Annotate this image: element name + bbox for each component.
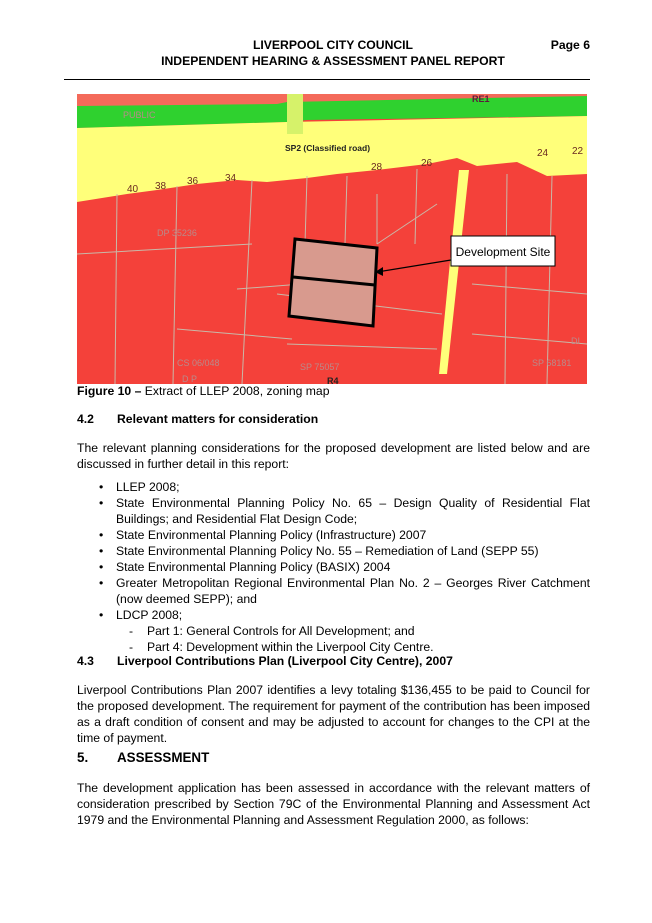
label-public: PUBLIC (123, 110, 156, 120)
list-item: • State Environmental Planning Policy (BASIX) 2004 (99, 560, 391, 574)
sub-list-item: - Part 4: Development within the Liverpool City Centre. (129, 640, 434, 654)
ldcp-sublist (116, 623, 590, 655)
list-item: • State Environmental Planning Policy (Infrastructure) 2007 (99, 528, 427, 542)
sub-list-item: - Part 1: General Controls for All Development; and (129, 624, 415, 638)
lot-label: 28 (371, 162, 383, 173)
label-di: DI (571, 336, 580, 346)
list-item: • State Environmental Planning Policy No. 65 – Design Quality of Residential Flat Buildings; and Residential Flat Design Code; (99, 496, 590, 526)
page-number: Page 6 (550, 38, 590, 52)
label-sp75057: SP 75057 (300, 362, 340, 372)
header-divider (64, 79, 590, 80)
label-re1: RE1 (472, 94, 490, 104)
section-4-2-heading (77, 412, 318, 426)
report-header (76, 37, 590, 69)
section-title: ASSESSMENT (117, 750, 210, 765)
zoning-map (77, 94, 587, 384)
lot-label: 38 (155, 181, 167, 192)
callout-text: Development Site (455, 245, 551, 259)
zoning-map-svg (77, 94, 587, 384)
section-title: Liverpool Contributions Plan (Liverpool City Centre), 2007 (117, 654, 453, 668)
label-dp-bottom: D P (182, 374, 198, 384)
section-title: Relevant matters for consideration (117, 412, 319, 426)
section-number: 5. (77, 750, 89, 765)
label-sp2: SP2 (Classified road) (285, 143, 371, 153)
council-name: LIVERPOOL CITY COUNCIL (252, 38, 414, 52)
road-strip (287, 94, 303, 134)
label-r4: R4 (327, 376, 339, 384)
lot-label: 22 (572, 146, 584, 157)
caption-label: Figure 10 – (77, 384, 142, 398)
list-item: • State Environmental Planning Policy No. 55 – Remediation of Land (SEPP 55) (99, 544, 539, 558)
lot-label: 26 (421, 158, 433, 169)
assessment-paragraph: The development application has been assessed in accordance with the relevant matters of consideration prescribed by Section 79C of the Environmental Planning and Assessment Act 1979 and the Environmental Planning and Assessment Regulation 2000, as follows: (77, 781, 590, 827)
label-cs: CS 06/048 (177, 358, 220, 368)
section-number: 4.3 (77, 654, 94, 668)
lot-label: 24 (537, 148, 549, 159)
contributions-paragraph: Liverpool Contributions Plan 2007 identifies a levy totaling $136,455 to be paid to Council for the proposed development. The requirement for payment of the contribution has been imposed as a draft condition of consent and may be adjusted to account for changes to the CPI at the time of payment. (77, 683, 590, 745)
label-sp68181: SP 68181 (532, 358, 572, 368)
caption-text: Extract of LLEP 2008, zoning map (141, 384, 330, 398)
lot-label: 34 (225, 173, 237, 184)
considerations-list (77, 479, 590, 655)
list-item: • Greater Metropolitan Regional Environmental Plan No. 2 – Georges River Catchment (now deemed SEPP); and (99, 576, 590, 606)
report-title: INDEPENDENT HEARING & ASSESSMENT PANEL REPORT (161, 54, 505, 68)
label-dp35236: DP 35236 (157, 228, 197, 238)
section-number: 4.2 (77, 412, 94, 426)
considerations-intro: The relevant planning considerations for the proposed development are listed below and are discussed in further detail in this report: (77, 441, 590, 471)
lot-label: 36 (187, 176, 199, 187)
figure-caption (77, 384, 329, 398)
list-item: • LLEP 2008; (99, 480, 180, 494)
lot-label: 40 (127, 184, 139, 195)
section-4-3-heading (77, 654, 453, 668)
section-5-heading (77, 751, 209, 765)
list-item: • LDCP 2008; - Part 1: General Controls for All Development; and - Part 4: Development within the Liverpool City Centre. (77, 607, 590, 655)
